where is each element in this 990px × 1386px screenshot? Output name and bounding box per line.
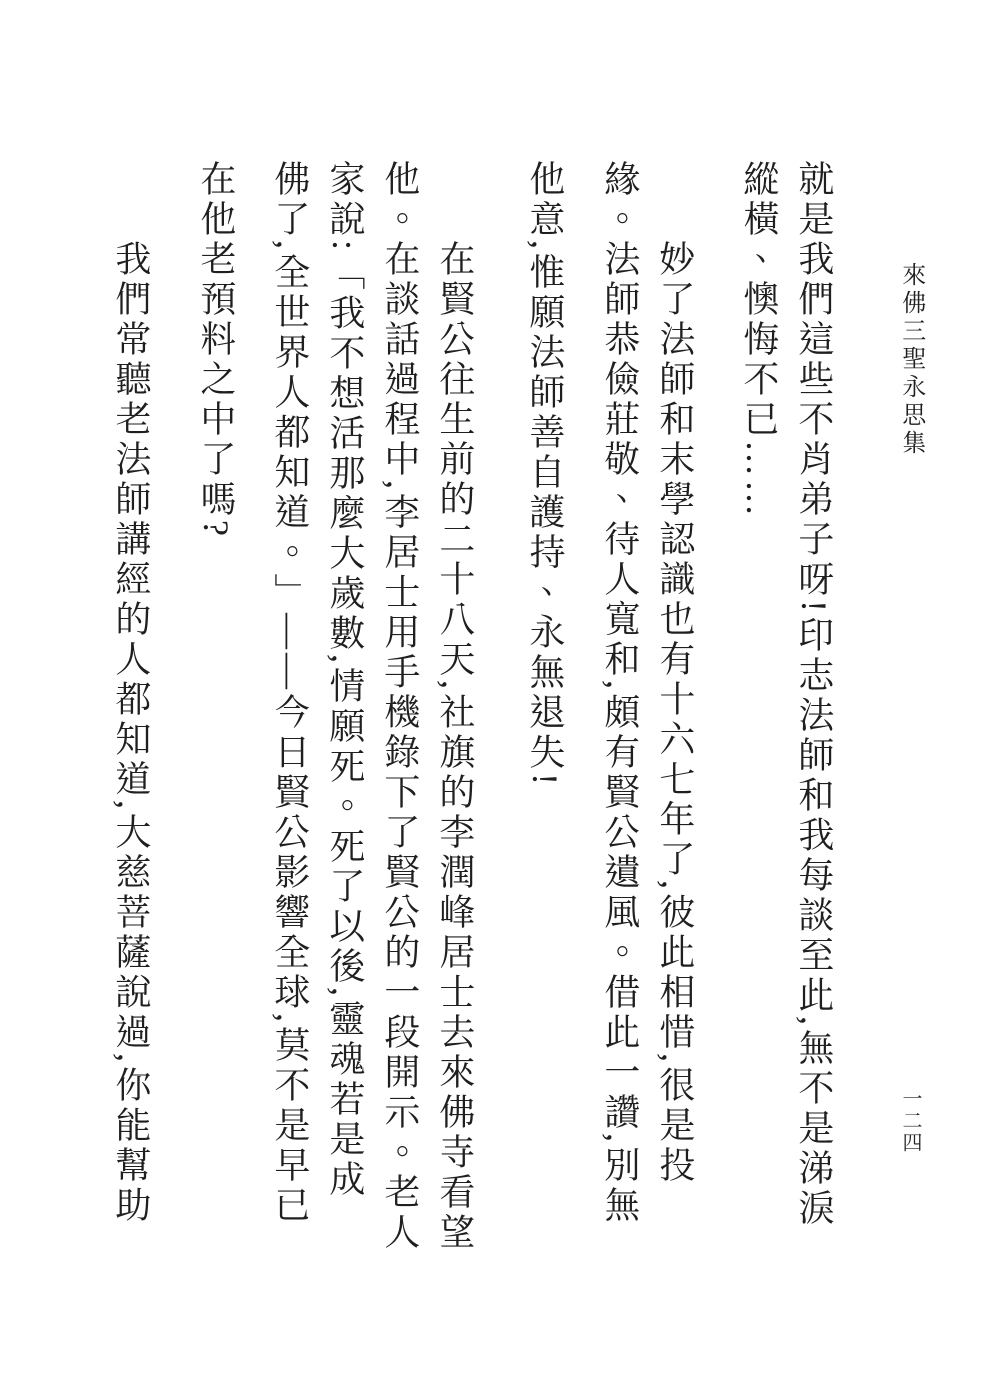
text-column-10: 在他老預料之中了嗎? <box>195 160 236 540</box>
text-column-8: 家說:「我不想活那麼大歲數,情願死。死了以後,靈魂若是成 <box>324 160 365 1201</box>
text-column-5: 他意,惟願法師善自護持、永無退失! <box>524 160 565 789</box>
page-number: 一二四 <box>899 1088 921 1154</box>
text-column-1: 就是我們這些不肖弟子呀!印志法師和我每談至此,無不是涕淚 <box>793 160 834 1229</box>
text-column-2: 縱橫、懊悔不已…… <box>738 160 779 520</box>
book-title: 來佛三聖永思集 <box>897 262 924 458</box>
text-column-7: 他。在談話過程中,李居士用手機錄下了賢公的一段開示。老人 <box>379 160 420 1253</box>
text-column-9: 佛了,全世界人都知道。」——今日賢公影響全球,莫不是早已 <box>269 160 310 1226</box>
text-column-4: 緣。法師恭儉莊敬、待人寬和,頗有賢公遺風。借此一讚,別無 <box>599 160 640 1226</box>
text-column-3: 妙了法師和末學認識也有十六七年了,彼此相惜,很是投 <box>654 240 695 1186</box>
text-column-6: 在賢公往生前的二十八天,社旗的李潤峰居士去來佛寺看望 <box>434 240 475 1253</box>
text-column-11: 我們常聽老法師講經的人都知道,大慈菩薩說過,你能幫助 <box>110 240 151 1226</box>
